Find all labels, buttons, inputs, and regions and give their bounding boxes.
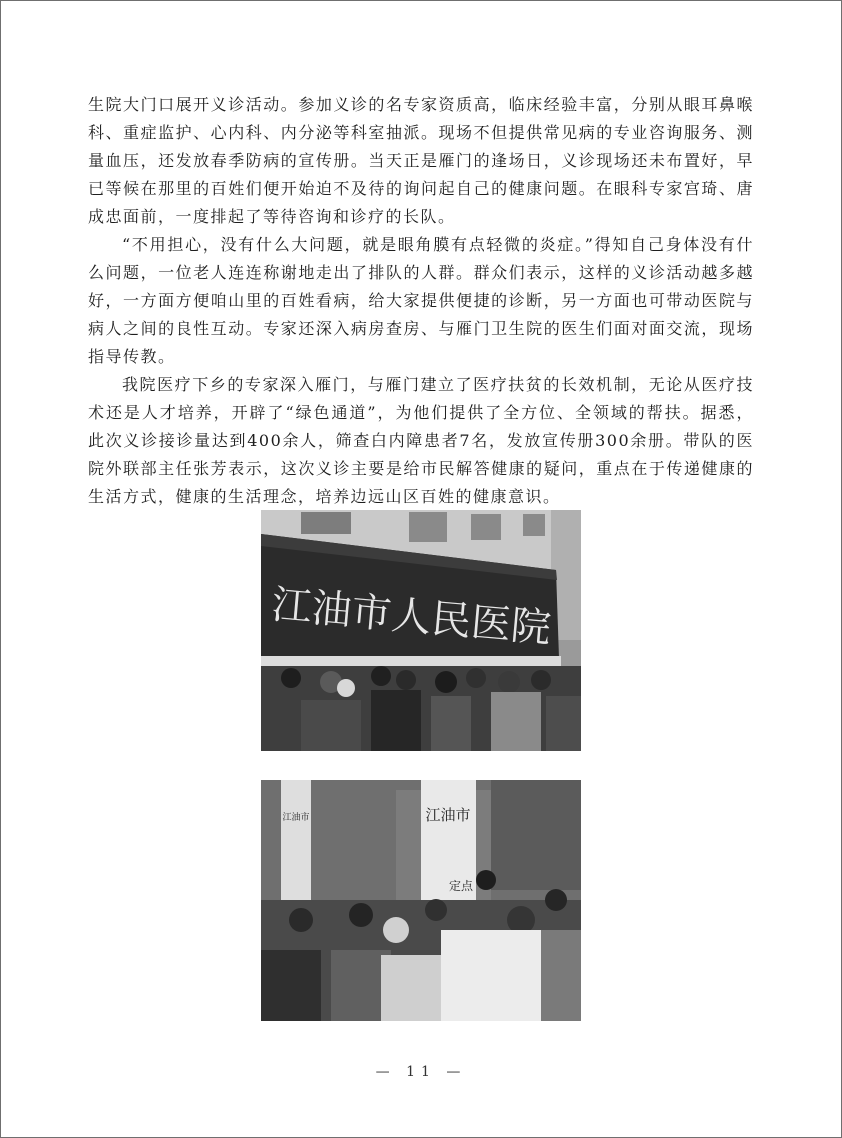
- photo-banner-crowd: [261, 510, 581, 751]
- sign-text-main: 江油市: [425, 806, 471, 824]
- sign-text-left: 江油市: [282, 813, 310, 823]
- paragraph-3: 我院医疗下乡的专家深入雁门，与雁门建立了医疗扶贫的长效机制，无论从医疗技术还是人才培养，开辟了“绿色通道”，为他们提供了全方位、全领域的帮扶。据悉，此次义诊接诊量达到400余人，筛查白内障患者7名，发放宣传册300余册。带队的医院外联部主任张芳表示，这次义诊主要是给市民解答健康的疑问，重点在于传递健康的生活方式，健康的生活理念，培养边远山区百姓的健康意识。: [88, 375, 754, 506]
- article-body: [88, 91, 754, 511]
- banner-text: 江油市人民医院: [269, 581, 553, 653]
- banner-crowd-illustration: [261, 510, 581, 751]
- page-number: — 11 —: [375, 1064, 467, 1080]
- consultation-crowd-illustration: [261, 780, 581, 1021]
- paragraph-2: “不用担心，没有什么大问题，就是眼角膜有点轻微的炎症。”得知自己身体没有什么问题，一位老人连连称谢地走出了排队的人群。群众们表示，这样的义诊活动越多越好，一方面方便咱山里的百姓看病，给大家提供便捷的诊断，另一方面也可带动医院与病人之间的良性互动。专家还深入病房查房、与雁门卫生院的医生们面对面交流，现场指导传教。: [88, 235, 754, 366]
- paragraph-1: 生院大门口展开义诊活动。参加义诊的名专家资质高，临床经验丰富，分别从眼耳鼻喉科、重症监护、心内科、内分泌等科室抽派。现场不但提供常见病的专业咨询服务、测量血压，还发放春季防病的宣传册。当天正是雁门的逢场日，义诊现场还未布置好，早已等候在那里的百姓们便开始迫不及待的询问起自己的健康问题。在眼科专家宫琦、唐成忠面前，一度排起了等待咨询和诊疗的长队。: [88, 95, 754, 226]
- photo-consultation-crowd: [261, 780, 581, 1021]
- sign-text-side: 定点: [448, 879, 474, 893]
